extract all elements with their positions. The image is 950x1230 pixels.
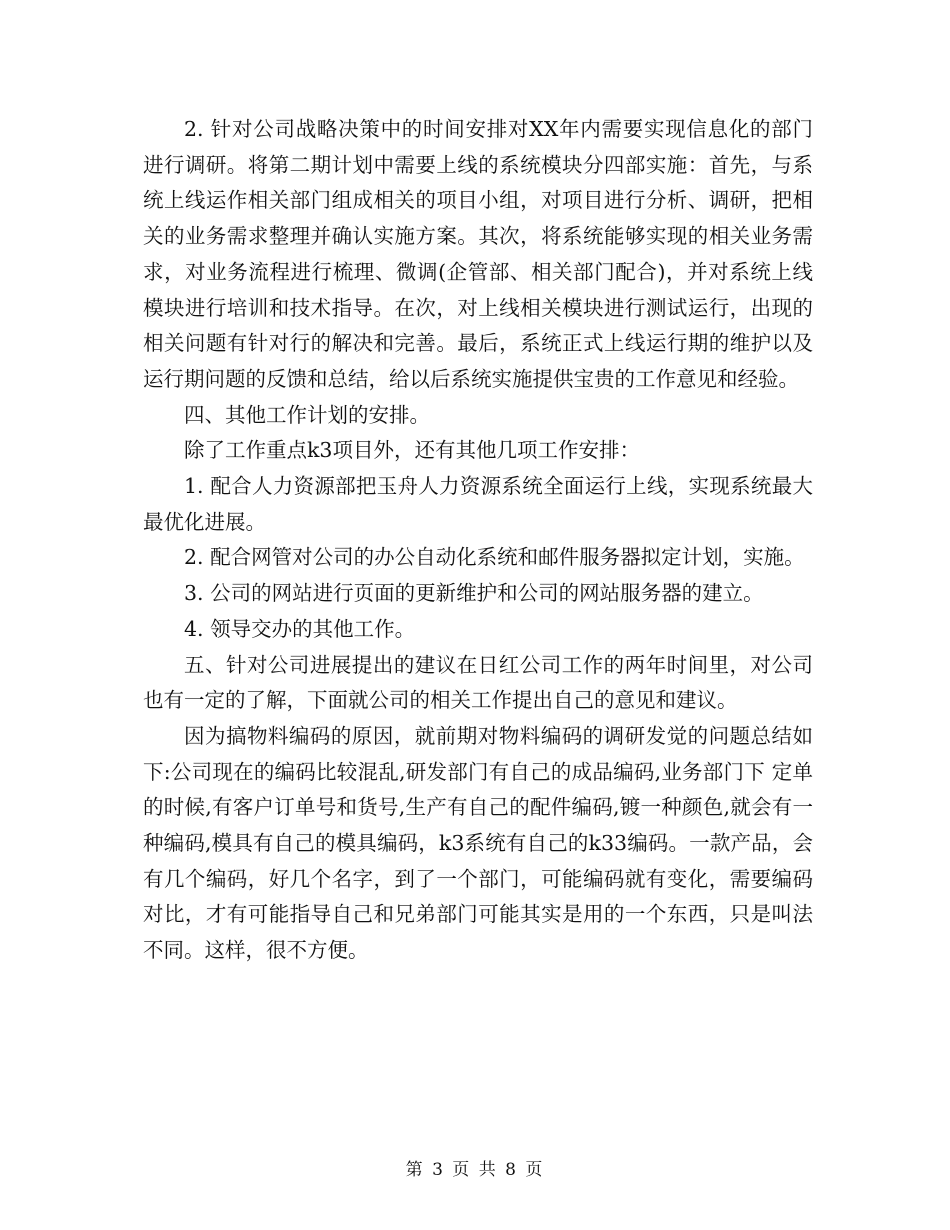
list-item-3: 3. 公司的网站进行页面的更新维护和公司的网站服务器的建立。: [184, 581, 764, 606]
paragraph-material-coding: 因为搞物料编码的原因，就前期对物料编码的调研发觉的问题总结如下:公司现在的编码比较混乱,研发部门有自己的成品编码,业务部门下 定单 的时候,有客户订单号和货号,生产有自己的配件编码,镀一种颜色,就会有一种编码,模具有自己的模具编码，k3系统有自己的k33编码。一款产品，会有几个编码，好几个名字，到了一个部门，可能编码就有变化，需要编码对比，才有可能指导自己和兄弟部门可能其实是用的一个东西，只是叫法不同。这样，很不方便。: [143, 723, 813, 963]
section-heading-suggestions: 五、针对公司进展提出的建议在日红公司工作的两年时间里，对公司也有一定的了解，下面就公司的相关工作提出自己的意见和建议。: [143, 652, 813, 713]
list-item-1: 1. 配合人力资源部把玉舟人力资源系统全面运行上线，实现系统最大最优化进展。: [143, 474, 813, 534]
document-body: [143, 112, 813, 969]
page-number-footer: 第 3 页 共 8 页: [405, 1160, 545, 1180]
list-item-2: 2. 配合网管对公司的办公自动化系统和邮件服务器拟定计划，实施。: [184, 545, 805, 570]
paragraph-item-2: 2. 针对公司战略决策中的时间安排对XX年内需要实现信息化的部门进行调研。将第二期计划中需要上线的系统模块分四部实施：首先，与系统上线运作相关部门组成相关的项目小组，对项目进行分析、调研，把相关的业务需求整理并确认实施方案。其次，将系统能够实现的相关业务需求，对业务流程进行梳理、微调(企管部、相关部门配合)，并对系统上线模块进行培训和技术指导。在次，对上线相关模块进行测试运行，出现的相关问题有针对行的解决和完善。最后，系统正式上线运行期的维护以及运行期问题的反馈和总结，给以后系统实施提供宝贵的工作意见和经验。: [143, 117, 813, 391]
paragraph-intro: 除了工作重点k3项目外，还有其他几项工作安排：: [184, 438, 640, 463]
list-item-4: 4. 领导交办的其他工作。: [184, 616, 416, 641]
section-heading-other-plans: 四、其他工作计划的安排。: [184, 402, 430, 427]
